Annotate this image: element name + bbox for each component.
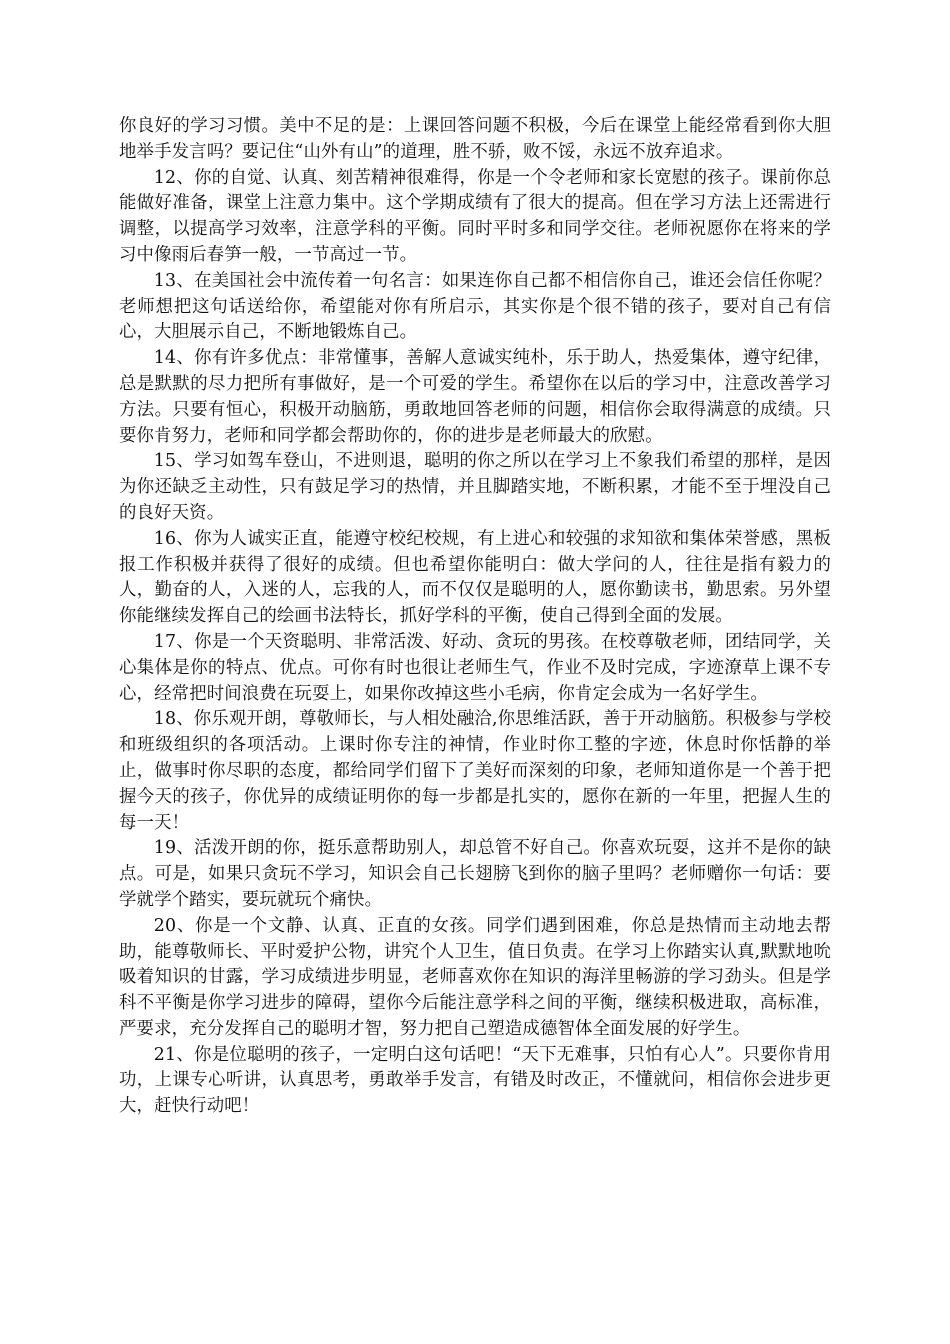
paragraph-comment-16: 16、你为人诚实正直，能遵守校纪校规，有上进心和较强的求知欲和集体荣誉感，黑板报工作积极并获得了很好的成绩。但也希望你能明白：做大学问的人，往往是指有毅力的人，勤奋的人，入迷的人，忘我的人，而不仅仅是聪明的人，愿你勤读书，勤思索。另外望你能继续发挥自己的绘画书法特长，抓好学科的平衡，使自己得到全面的发展。 — [119, 528, 831, 627]
paragraph-comment-12: 12、你的自觉、认真、刻苦精神很难得，你是一个令老师和家长宽慰的孩子。课前你总能做好准备，课堂上注意力集中。这个学期成绩有了很大的提高。但在学习方法上还需进行调整，以提高学习效率，注意学科的平衡。同时平时多和同学交往。老师祝愿你在将来的学习中像雨后春笋一般，一节高过一节。 — [119, 167, 831, 265]
paragraph-comment-19: 19、活泼开朗的你，挺乐意帮助别人，却总管不好自己。你喜欢玩耍，这并不是你的缺点。可是，如果只贪玩不学习，知识会自己长翅膀飞到你的脑子里吗？老师赠你一句话：要学就学个踏实，要玩就玩个痛快。 — [119, 838, 831, 910]
paragraph-comment-21: 21、你是位聪明的孩子，一定明白这句话吧！“天下无难事，只怕有心人”。只要你肯用功，上课专心听讲，认真思考，勇敢举手发言，有错及时改正，不懂就问，相信你会进步更大，赶快行动吧！ — [119, 1044, 831, 1117]
paragraph-comment-15: 15、学习如驾车登山，不进则退，聪明的你之所以在学习上不象我们希望的那样，是因为你还缺乏主动性，只有鼓足学习的热情，并且脚踏实地，不断积累，才能不至于埋没自己的良好天资。 — [119, 451, 831, 523]
document-body — [119, 114, 831, 1120]
paragraph-comment-14: 14、你有许多优点：非常懂事，善解人意诚实纯朴，乐于助人，热爱集体，遵守纪律，总是默默的尽力把所有事做好，是一个可爱的学生。希望你在以后的学习中，注意改善学习方法。只要有恒心，积极开动脑筋，勇敢地回答老师的问题，相信你会取得满意的成绩。只要你肯努力，老师和同学都会帮助你的，你的进步是老师最大的欣慰。 — [119, 348, 831, 446]
paragraph-continued-comment: 你良好的学习习惯。美中不足的是：上课回答问题不积极，今后在课堂上能经常看到你大胆地举手发言吗？要记住“山外有山”的道理，胜不骄，败不馁，永远不放弃追求。 — [119, 116, 831, 162]
paragraph-comment-18: 18、你乐观开朗，尊敬师长，与人相处融洽,你思维活跃，善于开动脑筋。积极参与学校和班级组织的各项活动。上课时你专注的神情，作业时你工整的字迹，休息时你恬静的举止，做事时你尽职的态度，都给同学们留下了美好而深刻的印象，老师知道你是一个善于把握今天的孩子，你优异的成绩证明你的每一步都是扎实的，愿你在新的一年里，把握人生的每一天！ — [119, 709, 831, 833]
paragraph-comment-13: 13、在美国社会中流传着一句名言：如果连你自己都不相信你自己，谁还会信任你呢？老师想把这句话送给你，希望能对你有所启示，其实你是个很不错的孩子，要对自己有信心，大胆展示自己，不断地锻炼自己。 — [119, 270, 831, 343]
paragraph-comment-20: 20、你是一个文静、认真、正直的女孩。同学们遇到困难，你总是热情而主动地去帮助，能尊敬师长、平时爱护公物，讲究个人卫生，值日负责。在学习上你踏实认真,默默地吮吸着知识的甘露，学习成绩进步明显，老师喜欢你在知识的海洋里畅游的学习劲头。但是学科不平衡是你学习进步的障碍，望你今后能注意学科之间的平衡，继续积极进取，高标准，严要求，充分发挥自己的聪明才智，努力把自己塑造成德智体全面发展的好学生。 — [119, 915, 831, 1039]
paragraph-comment-17: 17、你是一个天资聪明、非常活泼、好动、贪玩的男孩。在校尊敬老师，团结同学，关心集体是你的特点、优点。可你有时也很让老师生气，作业不及时完成，字迹潦草上课不专心，经常把时间浪费在玩耍上，如果你改掉这些小毛病，你肯定会成为一名好学生。 — [119, 631, 831, 704]
